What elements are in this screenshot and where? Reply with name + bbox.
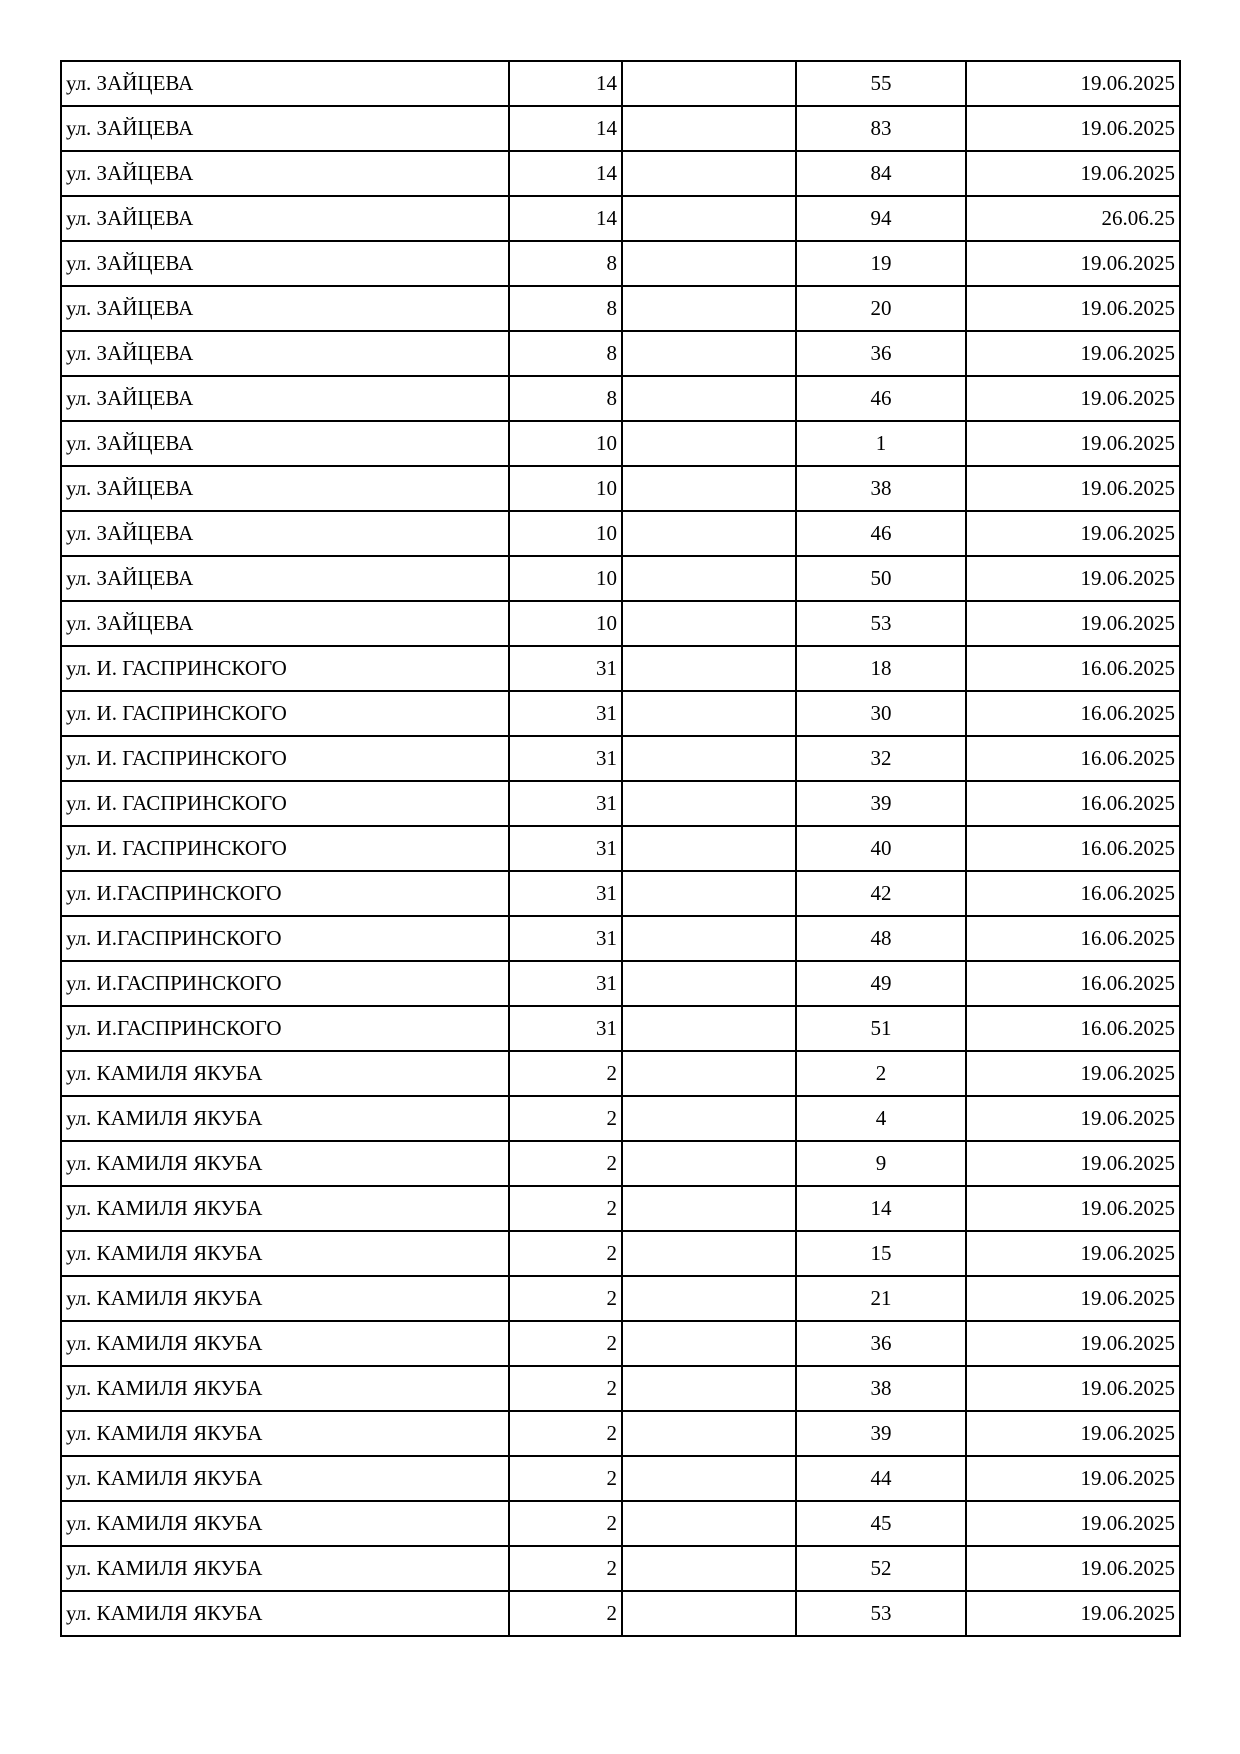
house-number-cell: 14 (509, 151, 622, 196)
street-cell: ул. КАМИЛЯ ЯКУБА (61, 1231, 509, 1276)
street-cell: ул. И.ГАСПРИНСКОГО (61, 1006, 509, 1051)
house-number-cell: 31 (509, 961, 622, 1006)
street-cell: ул. КАМИЛЯ ЯКУБА (61, 1321, 509, 1366)
date-cell: 16.06.2025 (966, 646, 1180, 691)
table-row (61, 736, 1180, 781)
apartment-number-cell: 40 (796, 826, 966, 871)
building-cell (622, 646, 796, 691)
table-row (61, 286, 1180, 331)
apartment-number-cell: 53 (796, 601, 966, 646)
date-cell: 19.06.2025 (966, 376, 1180, 421)
building-cell (622, 1096, 796, 1141)
house-number-cell: 2 (509, 1546, 622, 1591)
street-cell: ул. И. ГАСПРИНСКОГО (61, 646, 509, 691)
date-cell: 16.06.2025 (966, 961, 1180, 1006)
building-cell (622, 1006, 796, 1051)
apartment-number-cell: 18 (796, 646, 966, 691)
table-row (61, 1366, 1180, 1411)
apartment-number-cell: 39 (796, 781, 966, 826)
apartment-number-cell: 84 (796, 151, 966, 196)
house-number-cell: 2 (509, 1186, 622, 1231)
apartment-number-cell: 2 (796, 1051, 966, 1096)
date-cell: 19.06.2025 (966, 331, 1180, 376)
apartment-number-cell: 14 (796, 1186, 966, 1231)
apartment-number-cell: 44 (796, 1456, 966, 1501)
address-table (60, 60, 1181, 1637)
street-cell: ул. ЗАЙЦЕВА (61, 106, 509, 151)
table-row (61, 1321, 1180, 1366)
house-number-cell: 10 (509, 466, 622, 511)
date-cell: 19.06.2025 (966, 1051, 1180, 1096)
table-row (61, 241, 1180, 286)
street-cell: ул. ЗАЙЦЕВА (61, 241, 509, 286)
street-cell: ул. И.ГАСПРИНСКОГО (61, 871, 509, 916)
apartment-number-cell: 36 (796, 1321, 966, 1366)
apartment-number-cell: 1 (796, 421, 966, 466)
street-cell: ул. ЗАЙЦЕВА (61, 151, 509, 196)
house-number-cell: 31 (509, 916, 622, 961)
table-row (61, 151, 1180, 196)
date-cell: 19.06.2025 (966, 1366, 1180, 1411)
street-cell: ул. КАМИЛЯ ЯКУБА (61, 1096, 509, 1141)
street-cell: ул. КАМИЛЯ ЯКУБА (61, 1141, 509, 1186)
street-cell: ул. КАМИЛЯ ЯКУБА (61, 1051, 509, 1096)
street-cell: ул. И. ГАСПРИНСКОГО (61, 781, 509, 826)
house-number-cell: 31 (509, 736, 622, 781)
table-row (61, 826, 1180, 871)
apartment-number-cell: 49 (796, 961, 966, 1006)
apartment-number-cell: 38 (796, 1366, 966, 1411)
building-cell (622, 826, 796, 871)
table-row (61, 646, 1180, 691)
apartment-number-cell: 20 (796, 286, 966, 331)
building-cell (622, 1456, 796, 1501)
house-number-cell: 2 (509, 1456, 622, 1501)
date-cell: 19.06.2025 (966, 1096, 1180, 1141)
table-row (61, 1096, 1180, 1141)
table-row (61, 961, 1180, 1006)
house-number-cell: 14 (509, 106, 622, 151)
apartment-number-cell: 36 (796, 331, 966, 376)
table-row (61, 781, 1180, 826)
street-cell: ул. КАМИЛЯ ЯКУБА (61, 1186, 509, 1231)
street-cell: ул. ЗАЙЦЕВА (61, 61, 509, 106)
street-cell: ул. ЗАЙЦЕВА (61, 196, 509, 241)
date-cell: 19.06.2025 (966, 1456, 1180, 1501)
apartment-number-cell: 52 (796, 1546, 966, 1591)
building-cell (622, 1591, 796, 1636)
building-cell (622, 61, 796, 106)
table-row (61, 1186, 1180, 1231)
table-row (61, 106, 1180, 151)
building-cell (622, 1141, 796, 1186)
street-cell: ул. И.ГАСПРИНСКОГО (61, 961, 509, 1006)
table-row (61, 1546, 1180, 1591)
building-cell (622, 1501, 796, 1546)
building-cell (622, 556, 796, 601)
house-number-cell: 8 (509, 241, 622, 286)
table-row (61, 1231, 1180, 1276)
table-row (61, 61, 1180, 106)
apartment-number-cell: 9 (796, 1141, 966, 1186)
street-cell: ул. КАМИЛЯ ЯКУБА (61, 1456, 509, 1501)
date-cell: 19.06.2025 (966, 1546, 1180, 1591)
building-cell (622, 1231, 796, 1276)
building-cell (622, 1546, 796, 1591)
building-cell (622, 781, 796, 826)
apartment-number-cell: 46 (796, 511, 966, 556)
building-cell (622, 241, 796, 286)
apartment-number-cell: 15 (796, 1231, 966, 1276)
table-row (61, 601, 1180, 646)
date-cell: 16.06.2025 (966, 691, 1180, 736)
street-cell: ул. ЗАЙЦЕВА (61, 556, 509, 601)
building-cell (622, 961, 796, 1006)
date-cell: 19.06.2025 (966, 1591, 1180, 1636)
house-number-cell: 10 (509, 601, 622, 646)
building-cell (622, 106, 796, 151)
date-cell: 16.06.2025 (966, 871, 1180, 916)
apartment-number-cell: 32 (796, 736, 966, 781)
house-number-cell: 31 (509, 691, 622, 736)
street-cell: ул. КАМИЛЯ ЯКУБА (61, 1411, 509, 1456)
table-row (61, 331, 1180, 376)
date-cell: 19.06.2025 (966, 241, 1180, 286)
table-row (61, 1501, 1180, 1546)
address-table-body (61, 61, 1180, 1636)
house-number-cell: 14 (509, 61, 622, 106)
table-row (61, 1276, 1180, 1321)
street-cell: ул. ЗАЙЦЕВА (61, 466, 509, 511)
apartment-number-cell: 83 (796, 106, 966, 151)
building-cell (622, 196, 796, 241)
apartment-number-cell: 4 (796, 1096, 966, 1141)
apartment-number-cell: 38 (796, 466, 966, 511)
apartment-number-cell: 51 (796, 1006, 966, 1051)
street-cell: ул. ЗАЙЦЕВА (61, 376, 509, 421)
building-cell (622, 421, 796, 466)
table-row (61, 1141, 1180, 1186)
building-cell (622, 376, 796, 421)
house-number-cell: 10 (509, 511, 622, 556)
apartment-number-cell: 39 (796, 1411, 966, 1456)
house-number-cell: 2 (509, 1366, 622, 1411)
date-cell: 19.06.2025 (966, 511, 1180, 556)
building-cell (622, 151, 796, 196)
street-cell: ул. КАМИЛЯ ЯКУБА (61, 1366, 509, 1411)
building-cell (622, 1186, 796, 1231)
building-cell (622, 286, 796, 331)
house-number-cell: 8 (509, 376, 622, 421)
table-row (61, 196, 1180, 241)
table-row (61, 1051, 1180, 1096)
street-cell: ул. ЗАЙЦЕВА (61, 421, 509, 466)
street-cell: ул. ЗАЙЦЕВА (61, 286, 509, 331)
apartment-number-cell: 50 (796, 556, 966, 601)
date-cell: 16.06.2025 (966, 736, 1180, 781)
building-cell (622, 1051, 796, 1096)
date-cell: 19.06.2025 (966, 1276, 1180, 1321)
house-number-cell: 2 (509, 1591, 622, 1636)
apartment-number-cell: 45 (796, 1501, 966, 1546)
house-number-cell: 2 (509, 1501, 622, 1546)
house-number-cell: 31 (509, 646, 622, 691)
house-number-cell: 14 (509, 196, 622, 241)
house-number-cell: 2 (509, 1096, 622, 1141)
building-cell (622, 736, 796, 781)
date-cell: 16.06.2025 (966, 916, 1180, 961)
house-number-cell: 10 (509, 421, 622, 466)
apartment-number-cell: 46 (796, 376, 966, 421)
apartment-number-cell: 21 (796, 1276, 966, 1321)
apartment-number-cell: 53 (796, 1591, 966, 1636)
building-cell (622, 871, 796, 916)
table-row (61, 1411, 1180, 1456)
date-cell: 19.06.2025 (966, 556, 1180, 601)
house-number-cell: 2 (509, 1051, 622, 1096)
house-number-cell: 2 (509, 1321, 622, 1366)
date-cell: 19.06.2025 (966, 151, 1180, 196)
table-row (61, 421, 1180, 466)
building-cell (622, 511, 796, 556)
apartment-number-cell: 55 (796, 61, 966, 106)
street-cell: ул. И. ГАСПРИНСКОГО (61, 826, 509, 871)
house-number-cell: 8 (509, 331, 622, 376)
building-cell (622, 601, 796, 646)
building-cell (622, 916, 796, 961)
apartment-number-cell: 42 (796, 871, 966, 916)
date-cell: 19.06.2025 (966, 61, 1180, 106)
table-row (61, 871, 1180, 916)
date-cell: 19.06.2025 (966, 1141, 1180, 1186)
apartment-number-cell: 48 (796, 916, 966, 961)
date-cell: 19.06.2025 (966, 286, 1180, 331)
building-cell (622, 1321, 796, 1366)
table-row (61, 1456, 1180, 1501)
date-cell: 16.06.2025 (966, 826, 1180, 871)
house-number-cell: 8 (509, 286, 622, 331)
street-cell: ул. КАМИЛЯ ЯКУБА (61, 1501, 509, 1546)
date-cell: 19.06.2025 (966, 106, 1180, 151)
street-cell: ул. И. ГАСПРИНСКОГО (61, 736, 509, 781)
building-cell (622, 1276, 796, 1321)
date-cell: 19.06.2025 (966, 466, 1180, 511)
table-row (61, 1591, 1180, 1636)
street-cell: ул. ЗАЙЦЕВА (61, 331, 509, 376)
building-cell (622, 331, 796, 376)
date-cell: 19.06.2025 (966, 1501, 1180, 1546)
date-cell: 19.06.2025 (966, 1321, 1180, 1366)
street-cell: ул. ЗАЙЦЕВА (61, 511, 509, 556)
building-cell (622, 691, 796, 736)
date-cell: 19.06.2025 (966, 1411, 1180, 1456)
table-row (61, 916, 1180, 961)
table-row (61, 556, 1180, 601)
house-number-cell: 2 (509, 1411, 622, 1456)
date-cell: 19.06.2025 (966, 1186, 1180, 1231)
table-row (61, 376, 1180, 421)
apartment-number-cell: 30 (796, 691, 966, 736)
table-row (61, 691, 1180, 736)
date-cell: 19.06.2025 (966, 601, 1180, 646)
date-cell: 16.06.2025 (966, 781, 1180, 826)
street-cell: ул. И. ГАСПРИНСКОГО (61, 691, 509, 736)
street-cell: ул. КАМИЛЯ ЯКУБА (61, 1591, 509, 1636)
table-row (61, 1006, 1180, 1051)
street-cell: ул. И.ГАСПРИНСКОГО (61, 916, 509, 961)
house-number-cell: 10 (509, 556, 622, 601)
date-cell: 16.06.2025 (966, 1006, 1180, 1051)
building-cell (622, 466, 796, 511)
house-number-cell: 31 (509, 871, 622, 916)
house-number-cell: 31 (509, 781, 622, 826)
apartment-number-cell: 19 (796, 241, 966, 286)
date-cell: 19.06.2025 (966, 421, 1180, 466)
date-cell: 19.06.2025 (966, 1231, 1180, 1276)
house-number-cell: 31 (509, 826, 622, 871)
house-number-cell: 2 (509, 1231, 622, 1276)
house-number-cell: 31 (509, 1006, 622, 1051)
building-cell (622, 1366, 796, 1411)
building-cell (622, 1411, 796, 1456)
table-row (61, 466, 1180, 511)
house-number-cell: 2 (509, 1141, 622, 1186)
date-cell: 26.06.25 (966, 196, 1180, 241)
street-cell: ул. КАМИЛЯ ЯКУБА (61, 1276, 509, 1321)
street-cell: ул. КАМИЛЯ ЯКУБА (61, 1546, 509, 1591)
table-row (61, 511, 1180, 556)
street-cell: ул. ЗАЙЦЕВА (61, 601, 509, 646)
apartment-number-cell: 94 (796, 196, 966, 241)
house-number-cell: 2 (509, 1276, 622, 1321)
